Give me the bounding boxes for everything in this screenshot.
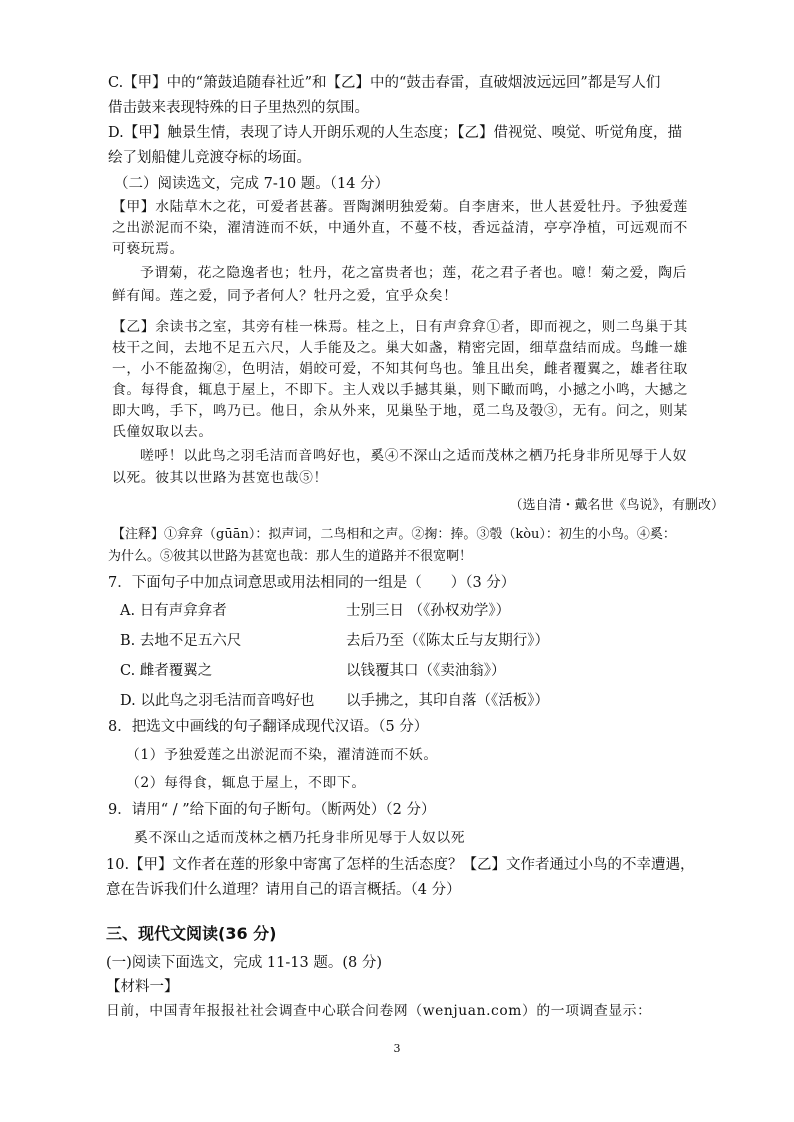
- option-d-line1: D.【甲】触景生情，表现了诗人开朗乐观的人生态度；【乙】借视觉、嗅觉、听觉角度，描: [108, 125, 682, 141]
- jia-line4: 予谓菊，花之隐逸者也；牡丹，花之富贵者也；莲，花之君子者也。噫！菊之爱，陶后: [140, 265, 688, 281]
- q7-stem: 7．下面句子中加点词意思或用法相同的一组是（ ）（3 分）: [108, 575, 516, 591]
- section2-heading: （二）阅读选文，完成 7-10 题。（14 分）: [114, 176, 390, 192]
- yi-line8: 以死。彼其以世路为甚宽也哉⑤！: [112, 470, 328, 486]
- q8-stem: 8．把选文中画线的句子翻译成现代汉语。（5 分）: [108, 719, 429, 735]
- notes-line1: 【注释】①弇弇（gūān）：拟声词，二鸟相和之声。②掬：捧。③彀（kòu）：初生的小鸟。④奚：: [112, 527, 676, 542]
- yi-line1: 【乙】余读书之室，其旁有桂一株焉。桂之上，日有声弇弇①者，即而视之，则二鸟巢于其: [112, 319, 688, 335]
- yi-line3: 一，小不能盈掬②，色明洁，娟皎可爱，不知其何鸟也。雏且出矣，雌者覆翼之，雄者往取: [112, 361, 688, 377]
- notes-line2: 为什么。⑤彼其以世路为甚宽也哉：那人生的道路并不很宽啊！: [108, 549, 473, 564]
- option-d-line2: 绘了划船健儿竞渡夺标的场面。: [108, 150, 311, 166]
- q7-option-b-left: B. 去地不足五六尺: [120, 633, 242, 649]
- yi-line2: 枝干之间，去地不足五六尺，人手能及之。巢大如盏，精密完固，细草盘结而成。鸟雌一雄: [112, 340, 688, 356]
- passage-source: （选自清・戴名世《鸟说》，有删改）: [509, 498, 724, 513]
- material1-label: 【材料一】: [106, 979, 179, 995]
- page-number: 3: [393, 1042, 401, 1055]
- q7-option-d-right: 以手拂之，其印自落（《活板》）: [346, 693, 549, 709]
- q7-option-d-left: D. 以此鸟之羽毛洁而音鸣好也: [120, 693, 315, 709]
- q8-sentence1: （1）予独爱莲之出淤泥而不染，濯清涟而不妖。: [126, 747, 438, 763]
- option-c-line2: 借击鼓来表现特殊的日子里热烈的氛围。: [108, 100, 369, 116]
- yi-line5: 即大鸣，手下，鸣乃已。他日，余从外来，见巢坠于地，觅二鸟及彀③，无有。问之，则某: [112, 403, 688, 419]
- jia-line5: 鲜有闻。莲之爱，同予者何人？牡丹之爱，宜乎众矣！: [112, 288, 458, 304]
- q10-line2: 意在告诉我们什么道理？请用自己的语言概括。（4 分）: [106, 882, 461, 898]
- q7-option-c-left: C. 雌者覆翼之: [120, 663, 213, 679]
- yi-line6: 氏僮奴取以去。: [112, 424, 213, 440]
- q7-option-a-left: A. 日有声弇弇者: [120, 603, 227, 619]
- yi-line7: 嗟呼！以此鸟之羽毛洁而音鸣好也，奚④不深山之适而茂林之栖乃托身非所见辱于人奴: [140, 448, 688, 464]
- q10-line1: 10.【甲】文作者在莲的形象中寄寓了怎样的生活态度？【乙】文作者通过小鸟的不幸遭遇，: [106, 857, 695, 873]
- jia-line2: 之出淤泥而不染，濯清涟而不妖，中通外直，不蔓不枝，香远益清，亭亭净植，可远观而不: [112, 220, 688, 236]
- jia-line3: 可亵玩焉。: [112, 241, 184, 257]
- q9-stem: 9．请用“ / ”给下面的句子断句。（断两处）（2 分）: [108, 802, 436, 818]
- jia-line1: 【甲】水陆草木之花，可爱者甚蕃。晋陶渊明独爱菊。自李唐来，世人甚爱牡丹。予独爱莲: [112, 199, 688, 215]
- q9-sentence: 奚不深山之适而茂林之栖乃托身非所见辱于人奴以死: [134, 830, 466, 846]
- material1-intro: 日前，中国青年报报社社会调查中心联合问卷网（wenjuan.com）的一项调查显示：: [106, 1003, 652, 1019]
- q7-option-c-right: 以钱覆其口（《卖油翁》）: [346, 663, 506, 679]
- q8-sentence2: （2）每得食，辄息于屋上，不即下。: [126, 775, 366, 791]
- section3-subheading: (一)阅读下面选文，完成 11-13 题。(8 分): [106, 955, 382, 971]
- q7-option-b-right: 去后乃至（《陈太丘与友期行》）: [346, 633, 549, 649]
- option-c-line1: C.【甲】中的“箫鼓追随春社近”和【乙】中的“鼓击春雷，直破烟波远远回”都是写人们: [108, 75, 661, 91]
- q7-option-a-right: 士别三日 （《孙权劝学》）: [346, 603, 511, 619]
- yi-line4: 食。每得食，辄息于屋上，不即下。主人戏以手撼其巢，则下瞰而鸣，小撼之小鸣，大撼之: [112, 382, 688, 398]
- section3-heading: 三、现代文阅读(36 分): [106, 924, 277, 943]
